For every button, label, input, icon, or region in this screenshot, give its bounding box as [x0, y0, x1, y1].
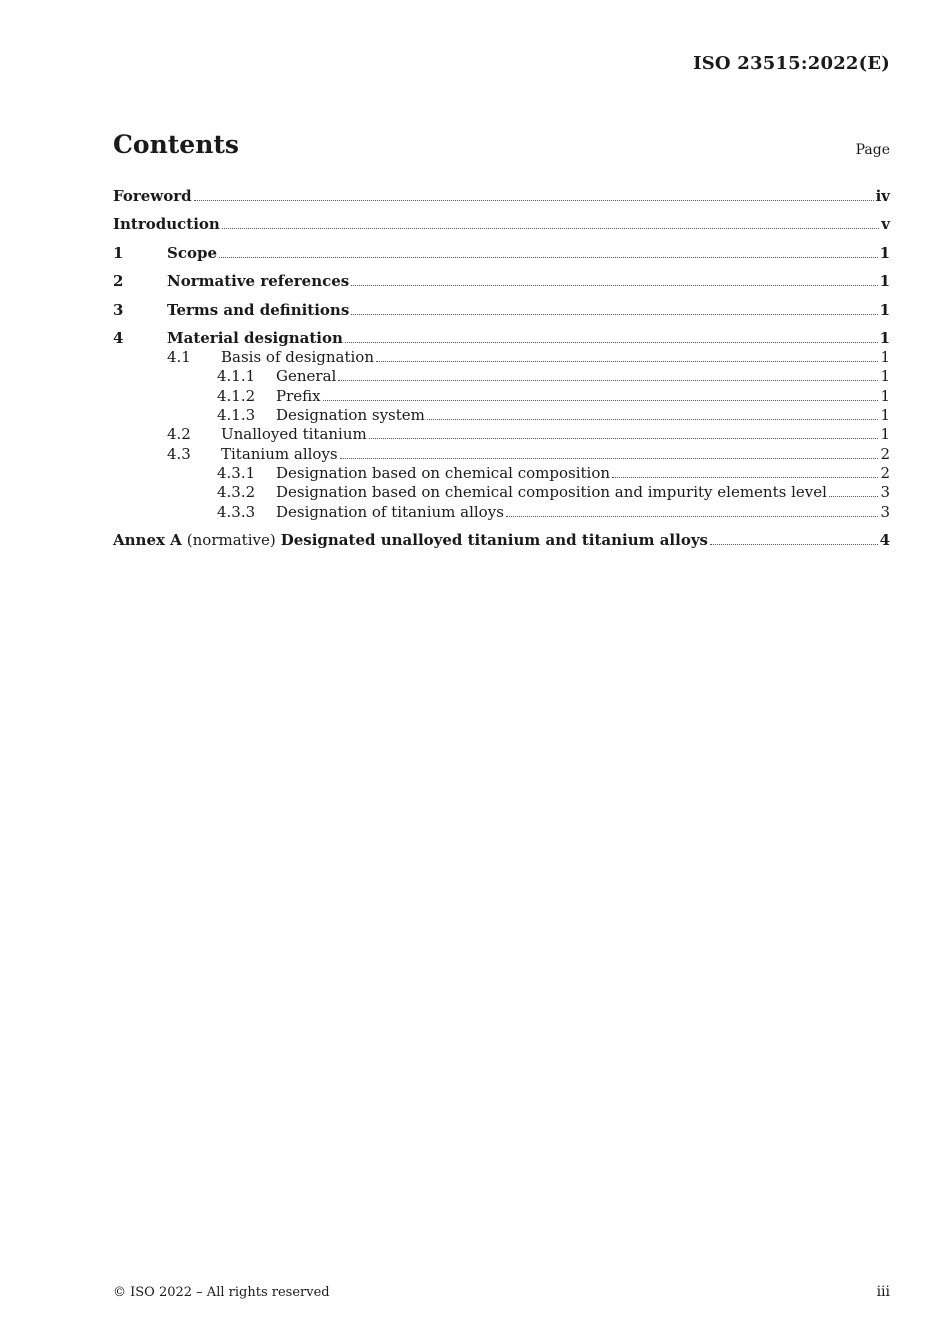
toc-entry-title: Foreword: [113, 187, 192, 205]
dot-leader: [345, 342, 878, 343]
toc-entry-title: Material designation: [167, 329, 343, 347]
toc-entry-page: 2: [880, 445, 890, 463]
page-number: iii: [876, 1284, 890, 1300]
annex-label: Annex A: [113, 531, 182, 549]
dot-leader: [194, 200, 874, 201]
toc-entry-4-3-3[interactable]: [217, 502, 890, 522]
toc-entry-annex-a[interactable]: [113, 530, 890, 550]
page-title: Contents: [113, 130, 240, 159]
toc-entry-title: Prefix: [276, 387, 321, 405]
toc-entry-page: 1: [880, 387, 890, 405]
toc-entry-material-designation[interactable]: [113, 328, 890, 348]
dot-leader: [829, 496, 879, 497]
dot-leader: [506, 516, 879, 517]
toc-entry-title: Terms and definitions: [167, 301, 350, 319]
toc-entry-page: 2: [880, 464, 890, 482]
toc-entry-4-1[interactable]: [167, 347, 890, 367]
dot-leader: [376, 361, 878, 362]
toc-entry-number: 1: [113, 244, 124, 262]
toc-entry-number: 2: [113, 272, 124, 290]
toc-entry-number: 4.1.1: [217, 367, 256, 385]
toc-entry-page: v: [881, 215, 890, 233]
toc-entry-number: 4.3.2: [217, 483, 256, 501]
dot-leader: [222, 228, 879, 229]
toc-entry-number: 4.1.3: [217, 406, 256, 424]
toc-entry-number: 4.3.1: [217, 464, 256, 482]
dot-leader: [351, 314, 877, 315]
dot-leader: [612, 477, 878, 478]
toc-entry-title: Scope: [167, 244, 218, 262]
toc-entry-title: Unalloyed titanium: [221, 425, 367, 443]
document-id: ISO 23515:2022(E): [693, 53, 890, 74]
dot-leader: [219, 257, 878, 258]
toc-entry-foreword[interactable]: [113, 186, 890, 206]
toc-entry-page: 3: [880, 483, 890, 501]
toc-entry-page: iv: [875, 187, 890, 205]
dot-leader: [369, 438, 879, 439]
dot-leader: [340, 458, 879, 459]
toc-entry-page: 3: [880, 503, 890, 521]
toc-entry-number: 4.1.2: [217, 387, 256, 405]
dot-leader: [710, 544, 878, 545]
dot-leader: [351, 285, 877, 286]
toc-entry-number: 4.3.3: [217, 503, 256, 521]
dot-leader: [338, 380, 878, 381]
toc-entry-number: 4.3: [167, 445, 191, 463]
toc-entry-normative-references[interactable]: [113, 271, 890, 291]
toc-entry-scope[interactable]: [113, 243, 890, 263]
toc-entry-4-1-2[interactable]: [217, 386, 890, 406]
toc-entry-title: Basis of designation: [221, 348, 374, 366]
toc-entry-title: Titanium alloys: [221, 445, 338, 463]
copyright-notice: © ISO 2022 – All rights reserved: [113, 1285, 330, 1300]
toc-entry-title: Designation based on chemical composition: [276, 464, 611, 482]
toc-entry-introduction[interactable]: [113, 214, 890, 234]
toc-entry-terms-definitions[interactable]: [113, 300, 890, 320]
toc-entry-page: 1: [879, 301, 890, 319]
toc-entry-page: 1: [879, 272, 890, 290]
toc-entry-page: 1: [880, 367, 890, 385]
toc-entry-4-2[interactable]: [167, 424, 890, 444]
annex-normative-tag: (normative): [186, 531, 276, 549]
toc-entry-title: Normative references: [167, 272, 350, 290]
toc-entry-title: Designation system: [276, 406, 425, 424]
dot-leader: [323, 400, 879, 401]
toc-entry-title: Designated unalloyed titanium and titanium alloys: [280, 531, 708, 549]
page-column-label: Page: [855, 142, 890, 158]
toc-entry-number: 3: [113, 301, 124, 319]
toc-entry-title: General: [276, 367, 337, 385]
toc-entry-4-3-2[interactable]: [217, 482, 890, 502]
toc-entry-title: Introduction: [113, 215, 220, 233]
toc-entry-page: 1: [880, 348, 890, 366]
toc-entry-page: 4: [879, 531, 890, 549]
toc-entry-4-1-1[interactable]: [217, 366, 890, 386]
toc-entry-page: 1: [879, 244, 890, 262]
toc-entry-4-3-1[interactable]: [217, 463, 890, 483]
toc-entry-number: 4: [113, 329, 124, 347]
toc-entry-page: 1: [879, 329, 890, 347]
toc-entry-page: 1: [880, 425, 890, 443]
toc-entry-4-3[interactable]: [167, 444, 890, 464]
toc-entry-title: Designation of titanium alloys: [276, 503, 504, 521]
toc-entry-page: 1: [880, 406, 890, 424]
toc-entry-4-1-3[interactable]: [217, 405, 890, 425]
dot-leader: [427, 419, 879, 420]
toc-entry-number: 4.2: [167, 425, 191, 443]
toc-entry-number: 4.1: [167, 348, 191, 366]
toc-entry-title: Designation based on chemical composition and impurity elements level: [276, 483, 827, 501]
